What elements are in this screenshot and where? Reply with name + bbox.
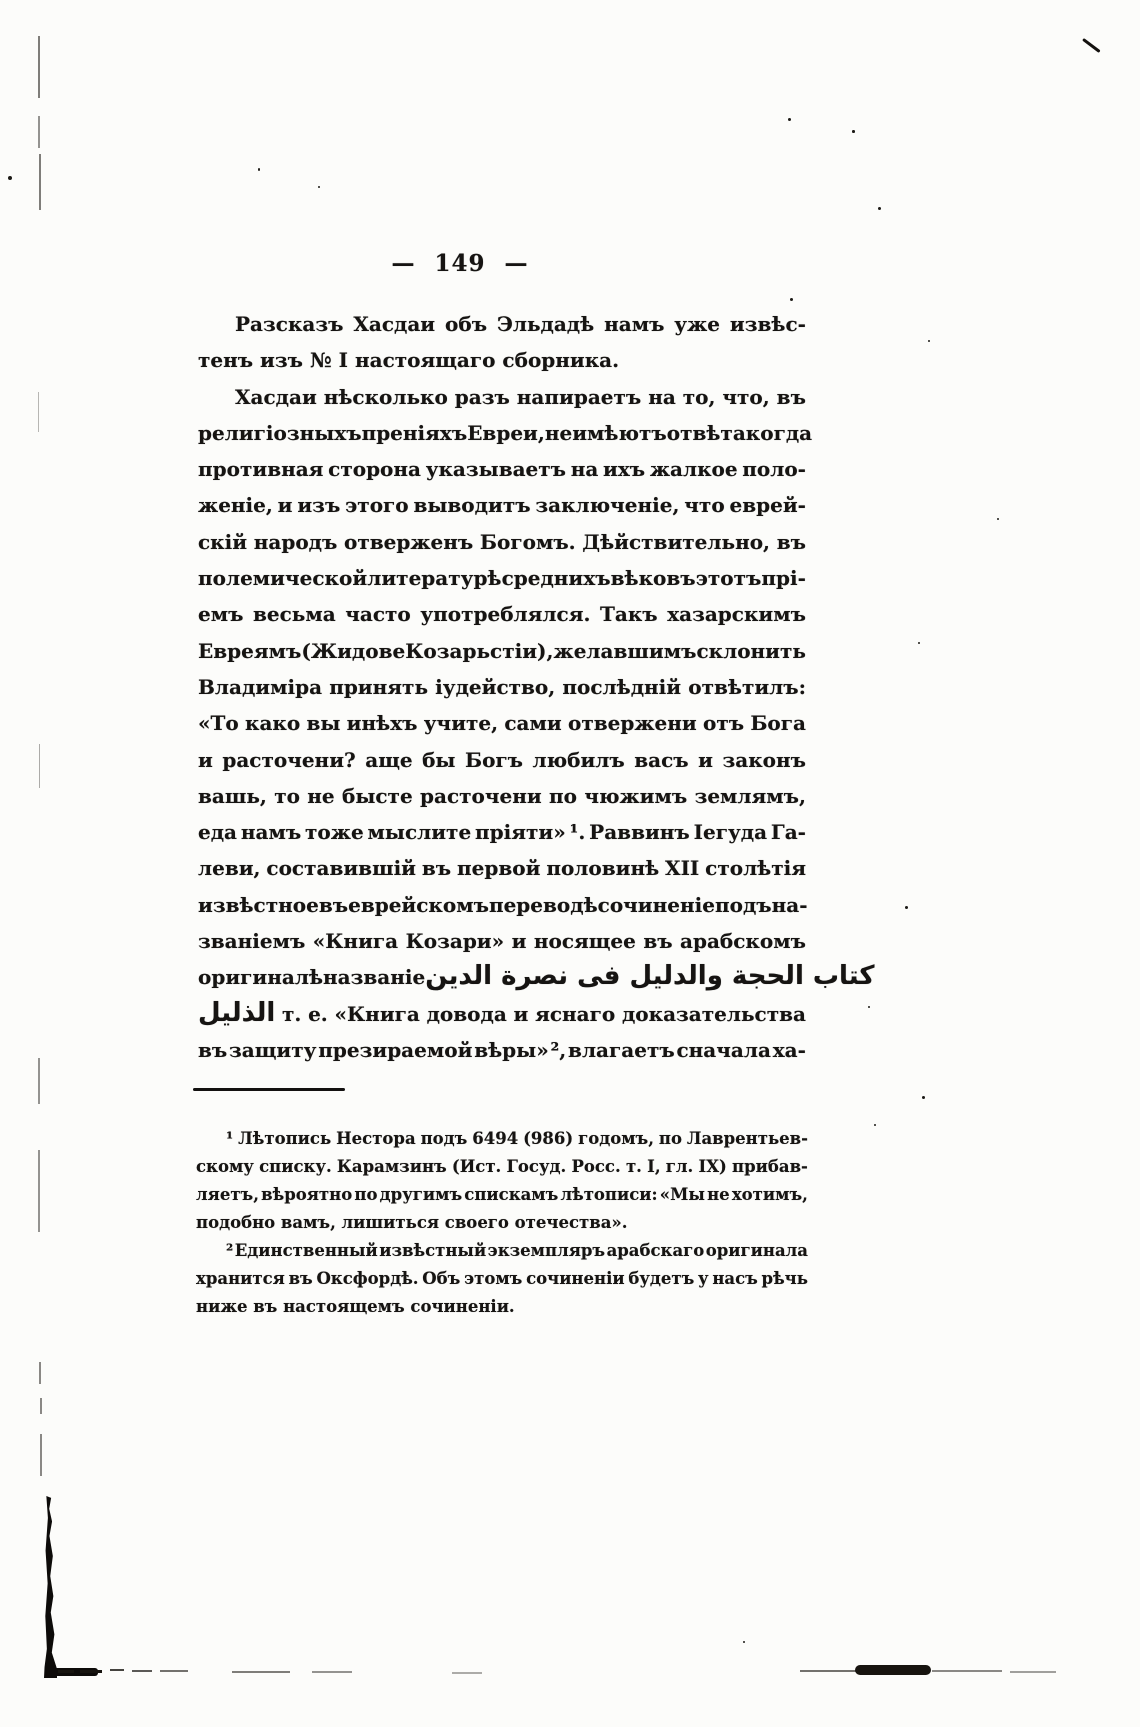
main-text-line: религіозныхъ преніяхъ Евреи, не имѣютъ отвѣта когда: [198, 420, 813, 445]
main-text-line: «То како вы инѣхъ учите, сами отвержени отъ Бога: [198, 711, 806, 736]
footnote-line: ¹ Лѣтопись Нестора подъ 6494 (986) годомъ, по Лаврентьев-: [226, 1129, 808, 1148]
main-text-line: оригиналѣ названіе كتاب الحجة والدليل فى نصرة الدين: [198, 961, 875, 992]
scan-artifact-left-bar: [44, 1496, 57, 1678]
main-text-line: Разсказъ Хасдаи объ Эльдадѣ намъ уже извѣс-: [235, 312, 806, 336]
scan-artifact-bottom-dash: [800, 1670, 856, 1672]
main-text-line: скій народъ отверженъ Богомъ. Дѣйствительно, въ: [198, 529, 806, 554]
scan-speck: [788, 118, 791, 121]
main-text-line: полемической литературѣ среднихъ вѣковъ этотъ прі-: [198, 566, 806, 591]
main-text-line: الذليل т. е. «Книга довода и яснаго доказательства: [198, 997, 806, 1028]
scan-artifact-margin-line: [38, 1150, 40, 1232]
main-text-line: еда намъ тоже мыслите пріяти» ¹. Раввинъ Іегуда Га-: [198, 820, 806, 845]
main-text-line: Хасдаи нѣсколько разъ напираетъ на то, что, въ: [235, 384, 806, 409]
scan-speck: [878, 207, 881, 210]
scan-artifact-bottom-dash: [160, 1670, 188, 1672]
scan-artifact-bottom-dash: [58, 1670, 74, 1673]
footnote-line: скому списку. Карамзинъ (Ист. Госуд. Росс. т. I, гл. IX) прибав-: [196, 1157, 808, 1176]
scan-artifact-bottom-dash: [110, 1669, 124, 1671]
main-text-line: вашь, то не бысте расточени по чюжимъ землямъ,: [198, 783, 806, 808]
main-text-line: Евреямъ (Жидове Козарьстіи), желавшимъ склонить: [198, 638, 806, 663]
scan-artifact-bottom-blob: [855, 1665, 931, 1675]
scan-artifact-bottom-dash: [312, 1671, 352, 1673]
scan-artifact-margin-line: [38, 36, 40, 98]
scan-speck: [318, 186, 320, 188]
scan-artifact-margin-line: [38, 116, 40, 148]
scan-artifact-bottom-dash: [932, 1670, 1002, 1672]
scan-artifact-margin-line: [40, 1398, 42, 1414]
scan-speck: [743, 1641, 745, 1643]
main-text-line: извѣстное въ еврейскомъ переводѣ сочиненіе подъ на-: [198, 892, 808, 917]
footnote-line: ² Единственный извѣстный экземпляръ арабскаго оригинала: [226, 1241, 808, 1260]
scan-artifact-margin-line: [39, 154, 41, 210]
footnote-line: подобно вамъ, лишиться своего отечества».: [196, 1213, 628, 1232]
scan-artifact-bottom-dash: [232, 1671, 290, 1673]
main-text-line: леви, составившій въ первой половинѣ XII столѣтія: [198, 856, 806, 881]
scan-speck: [922, 1096, 925, 1099]
scan-speck: [852, 130, 855, 133]
main-text-line: тенъ изъ № I настоящаго сборника.: [198, 348, 620, 373]
footnote-line: ниже въ настоящемъ сочиненіи.: [196, 1297, 515, 1316]
main-text-line: емъ весьма часто употреблялся. Такъ хазарскимъ: [198, 602, 806, 627]
scan-artifact-bottom-dash: [80, 1670, 102, 1673]
scan-speck: [8, 176, 12, 180]
main-text-line: Владиміра принять іудейство, послѣдній отвѣтилъ:: [198, 674, 806, 699]
scan-speck: [258, 168, 260, 171]
footnote-separator-rule: [193, 1088, 345, 1091]
scan-artifact-margin-line: [38, 1058, 40, 1104]
scan-artifact-diagonal-mark: [1082, 38, 1100, 53]
scan-artifact-margin-line: [39, 744, 40, 788]
scan-speck: [905, 906, 908, 909]
footnote-line: ляетъ, вѣроятно по другимъ спискамъ лѣтописи: «Мы не хотимъ,: [196, 1185, 808, 1204]
scan-artifact-bottom-dash: [132, 1670, 152, 1672]
main-text-line: въ защиту презираемой вѣры» ², влагаетъ сначала ха-: [198, 1037, 806, 1062]
main-text-block: [198, 306, 875, 1068]
scan-speck: [928, 340, 930, 342]
footnote-line: хранится въ Оксфордѣ. Объ этомъ сочиненіи будетъ у насъ рѣчь: [196, 1269, 808, 1288]
scan-speck: [790, 298, 793, 301]
main-text-line: званіемъ «Книга Козари» и носящее въ арабскомъ: [198, 929, 806, 954]
scan-speck: [868, 1006, 870, 1008]
footnotes-block: [196, 1125, 808, 1321]
scan-artifact-margin-line: [39, 1362, 41, 1384]
scan-artifact-margin-line: [40, 1434, 42, 1476]
scan-speck: [918, 642, 920, 644]
scan-artifact-bottom-dash: [452, 1672, 482, 1674]
scan-speck: [874, 1124, 876, 1126]
scan-speck: [997, 518, 999, 520]
scan-artifact-margin-line: [38, 392, 39, 432]
scan-artifact-bottom-dash: [1010, 1671, 1056, 1673]
page-number: — 149 —: [391, 250, 529, 277]
main-text-line: противная сторона указываетъ на ихъ жалкое поло-: [198, 457, 806, 482]
main-text-line: и расточени? аще бы Богъ любилъ васъ и законъ: [198, 747, 806, 772]
main-text-line: женіе, и изъ этого выводитъ заключеніе, что еврей-: [198, 493, 806, 518]
